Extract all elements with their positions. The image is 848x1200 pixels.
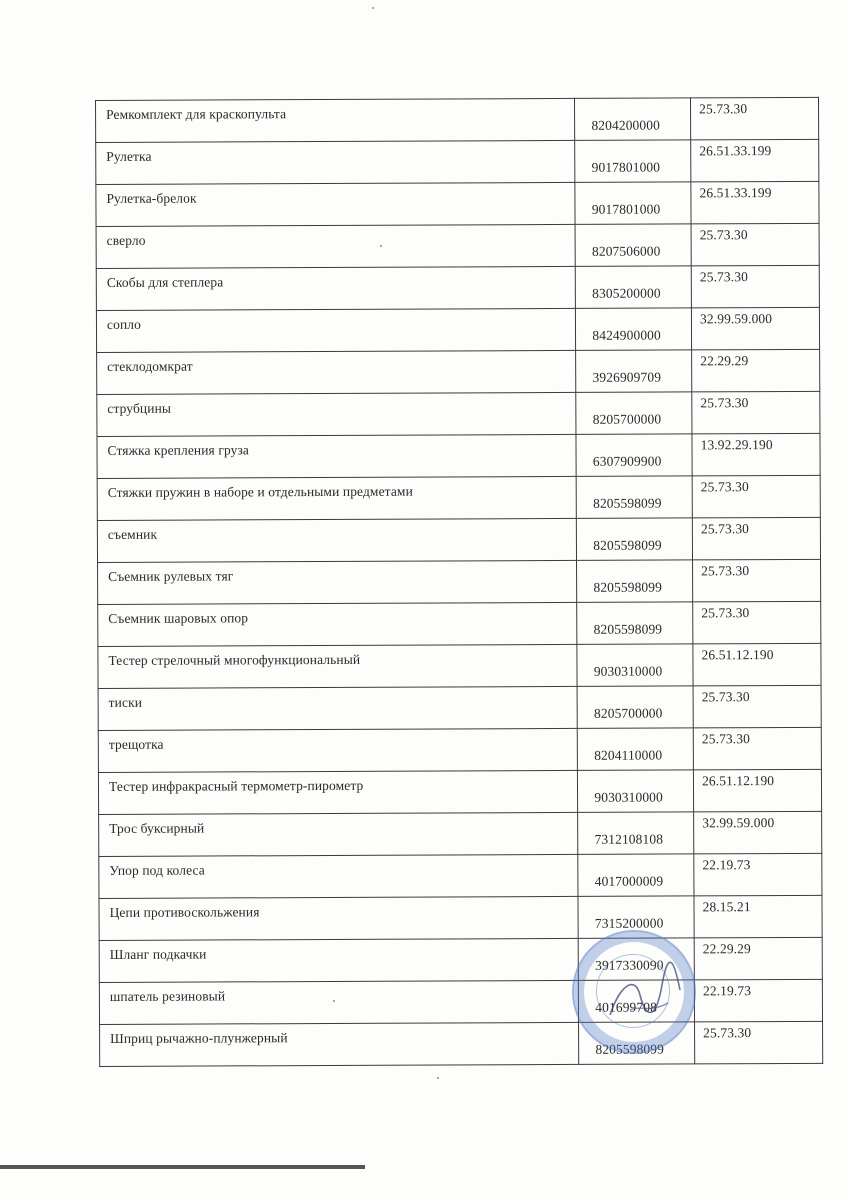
tnved-code [575, 98, 691, 141]
okpd-code: 25.73.30 [693, 559, 821, 602]
table-row [98, 685, 821, 730]
okpd-code: 25.73.30 [692, 517, 820, 560]
item-name: Шприц рычажно-плунжерный [100, 1022, 579, 1066]
tnved-code-value: 8205700000 [592, 411, 662, 427]
tnved-code-value: 8424900000 [592, 327, 661, 343]
okpd-code: 28.15.21 [694, 895, 822, 938]
item-name: Съемник рулевых тяг [98, 560, 577, 604]
table-row [97, 433, 820, 478]
okpd-code: 25.73.30 [693, 685, 821, 728]
okpd-code: 32.99.59.000 [691, 307, 819, 350]
tnved-code-value: 9017801000 [591, 159, 661, 175]
table-row [98, 727, 821, 772]
table-row [96, 97, 819, 142]
item-name: шпатель резиновый [99, 980, 578, 1024]
item-name: трещотка [98, 728, 577, 772]
tnved-code-value: 8205598099 [593, 579, 662, 595]
okpd-code: 22.19.73 [694, 979, 822, 1022]
table-row [100, 1021, 823, 1066]
tnved-code-value: 401699708 [595, 999, 657, 1015]
tnved-code [576, 476, 692, 519]
item-name: Цепи противоскольжения [99, 896, 578, 940]
scan-speck [372, 7, 374, 9]
item-name: сверло [96, 224, 575, 268]
tnved-code [577, 518, 693, 561]
item-name: съемник [97, 518, 576, 562]
tnved-code-value: 3926909709 [592, 369, 662, 385]
table-row [96, 223, 819, 268]
tnved-code [577, 644, 693, 687]
tnved-code-value: 8205598099 [595, 1041, 664, 1057]
okpd-code: 13.92.29.190 [692, 433, 820, 476]
okpd-code: 25.73.30 [691, 265, 819, 308]
item-name: Упор под колеса [99, 854, 578, 898]
okpd-code: 25.73.30 [691, 97, 819, 140]
tnved-code-value: 6307909900 [592, 453, 662, 469]
table-row [98, 643, 821, 688]
tnved-code [579, 1022, 695, 1065]
item-name: стеклодомкрат [97, 350, 576, 394]
table-row [98, 559, 821, 604]
okpd-code: 32.99.59.000 [694, 811, 822, 854]
tnved-code-value: 7312108108 [594, 831, 664, 847]
tnved-code-value: 8205598099 [593, 621, 663, 637]
item-name: Ремкомплект для краскопульта [96, 98, 575, 142]
okpd-code: 25.73.30 [691, 223, 819, 266]
table-row [99, 811, 822, 856]
okpd-code: 25.73.30 [693, 601, 821, 644]
tnved-code [577, 560, 693, 603]
tnved-code [576, 308, 692, 351]
item-name: Трос буксирный [99, 812, 578, 856]
tnved-code-value: 4017000009 [594, 873, 664, 889]
table-body [96, 97, 823, 1066]
tnved-code-value: 8205598099 [593, 495, 662, 511]
goods-classification-table [95, 97, 823, 1067]
item-name: Рулетка-брелок [96, 182, 575, 226]
okpd-code: 25.73.30 [695, 1021, 823, 1064]
tnved-code-value: 3917330090 [595, 957, 664, 973]
okpd-code: 26.51.33.199 [691, 181, 819, 224]
okpd-code: 22.29.29 [692, 349, 820, 392]
tnved-code-value: 8205700000 [593, 705, 663, 721]
tnved-code-value: 9017801000 [591, 201, 661, 217]
table-row [96, 181, 819, 226]
tnved-code-value: 8305200000 [592, 285, 661, 301]
okpd-code: 22.19.73 [694, 853, 822, 896]
tnved-code [576, 392, 692, 435]
item-name: Тестер инфракрасный термометр-пирометр [98, 770, 577, 814]
table-row [96, 265, 819, 310]
tnved-code [578, 728, 694, 771]
item-name: тиски [98, 686, 577, 730]
tnved-code-value: 9030310000 [593, 663, 663, 679]
okpd-code: 26.51.12.190 [694, 769, 822, 812]
tnved-code [576, 434, 692, 477]
tnved-code [578, 770, 694, 813]
tnved-code [576, 350, 692, 393]
tnved-code [575, 182, 691, 225]
tnved-code [575, 140, 691, 183]
table-row [97, 475, 820, 520]
table-row [99, 979, 822, 1024]
tnved-code [578, 812, 694, 855]
okpd-code: 25.73.30 [692, 391, 820, 434]
item-name: Стяжка крепления груза [97, 434, 576, 478]
tnved-code [579, 980, 695, 1023]
tnved-code-value: 8207506000 [591, 243, 661, 259]
tnved-code [575, 224, 691, 267]
okpd-code: 25.73.30 [693, 727, 821, 770]
table-row [98, 601, 821, 646]
tnved-code [576, 266, 692, 309]
item-name: Рулетка [96, 140, 575, 184]
okpd-code: 26.51.12.190 [693, 643, 821, 686]
table-row [97, 349, 820, 394]
table-row [96, 139, 819, 184]
tnved-code-value: 7315200000 [594, 915, 664, 931]
tnved-code [578, 854, 694, 897]
tnved-code-value: 8205598099 [593, 537, 662, 553]
table-row [98, 769, 821, 814]
table-row [99, 853, 822, 898]
okpd-code: 22.29.29 [694, 937, 822, 980]
item-name: струбцины [97, 392, 576, 436]
okpd-code: 26.51.33.199 [691, 139, 819, 182]
tnved-code [578, 938, 694, 981]
okpd-code: 25.73.30 [692, 475, 820, 518]
table-row [97, 391, 820, 436]
tnved-code-value: 8204110000 [594, 747, 663, 763]
table-row [99, 937, 822, 982]
table-row [96, 307, 819, 352]
tnved-code-value: 9030310000 [594, 789, 663, 805]
table-row [99, 895, 822, 940]
tnved-code-value: 8204200000 [591, 117, 660, 133]
item-name: Тестер стрелочный многофункциональный [98, 644, 577, 688]
tnved-code [578, 896, 694, 939]
bottom-scan-edge [0, 1165, 365, 1169]
item-name: сопло [96, 308, 575, 352]
item-name: Шланг подкачки [99, 938, 578, 982]
item-name: Скобы для степлера [96, 266, 575, 310]
item-name: Съемник шаровых опор [98, 602, 577, 646]
tnved-code [577, 602, 693, 645]
scan-speck [437, 1077, 439, 1079]
item-name: Стяжки пружин в наборе и отдельными предметами [97, 476, 576, 520]
table-row [97, 517, 820, 562]
tnved-code [577, 686, 693, 729]
